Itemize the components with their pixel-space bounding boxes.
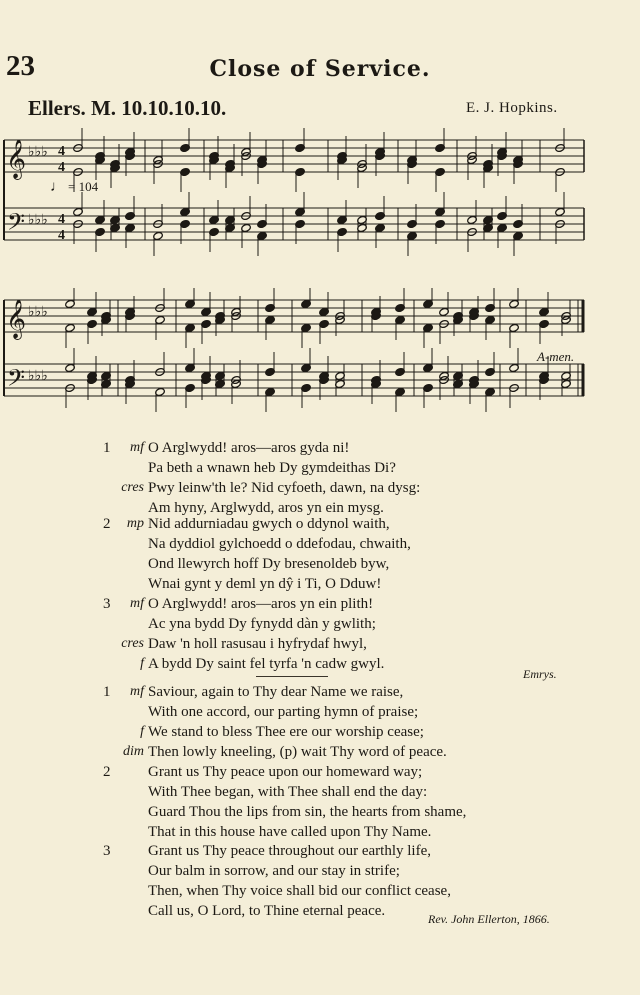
lyric-line: Am hyny, Arglwydd, aros yn ein mysg.	[148, 500, 384, 516]
english-author-credit: Rev. John Ellerton, 1866.	[428, 912, 550, 926]
dynamic-marking: cres	[121, 636, 144, 651]
amen-label: A-men.	[537, 349, 575, 364]
lyric-line: A bydd Dy saint fel tyrfa 'n cadw gwyl.	[148, 656, 385, 672]
treble-clef-icon: 𝄞	[6, 301, 27, 338]
bass-clef-icon: 𝄢	[7, 366, 26, 397]
time-signature-icon: 4	[58, 228, 65, 243]
stanza-number: 2	[103, 516, 111, 532]
notes-1	[73, 128, 566, 256]
stanza-number: 1	[103, 440, 111, 456]
lyric-line: Grant us Thy peace upon our homeward way;	[148, 764, 423, 780]
lyric-line: Call us, O Lord, to Thine eternal peace.	[148, 903, 386, 919]
lyric-line: Na dyddiol gylchoedd o ddefodau, chwaith,	[148, 536, 411, 552]
dynamic-marking: f	[140, 724, 144, 739]
lyric-line: Then lowly kneeling, (p) wait Thy word of peace.	[148, 744, 447, 760]
music-system-1	[0, 128, 640, 268]
lyric-line: Then, when Thy voice shall bid our conflict cease,	[148, 883, 451, 899]
key-flats-icon: ♭♭♭	[28, 213, 48, 228]
lyric-line: O Arglwydd! aros—aros gyda ni!	[148, 440, 350, 456]
stanza-number: 2	[103, 764, 111, 780]
time-signature-icon: 4	[58, 144, 65, 159]
lyric-line: Pa beth a wnawn heb Dy gymdeithas Di?	[148, 460, 396, 476]
time-signature-icon: 4	[58, 212, 65, 227]
lyric-line: That in this house have called upon Thy Name.	[148, 824, 432, 840]
lyric-line: O Arglwydd! aros—aros yn ein plith!	[148, 596, 374, 612]
stanza-number: 1	[103, 684, 111, 700]
key-flats-icon: ♭♭♭	[28, 145, 48, 160]
lyric-line: We stand to bless Thee ere our worship cease;	[148, 724, 424, 740]
stanza-number: 3	[103, 843, 111, 859]
dynamic-marking: dim	[123, 744, 144, 759]
tempo-mark: ♩ = 104	[50, 179, 99, 195]
dynamic-marking: mf	[130, 440, 144, 455]
dynamic-marking: mf	[130, 596, 144, 611]
key-flats-icon: ♭♭♭	[28, 305, 48, 320]
lyric-line: Saviour, again to Thy dear Name we raise,	[148, 684, 404, 700]
bass-clef-icon: 𝄢	[7, 210, 26, 241]
dynamic-marking: f	[140, 656, 144, 671]
section-title: Close of Service.	[209, 56, 431, 82]
lyric-line: Ac yna bydd Dy fynydd dàn y gwlith;	[148, 616, 376, 632]
dynamic-marking: mf	[130, 684, 144, 699]
notes-2	[65, 288, 575, 412]
final-barline	[578, 300, 583, 396]
lyric-line: Guard Thou the lips from sin, the hearts from shame,	[148, 804, 467, 820]
lyric-line: Wnai gynt y deml yn dŷ i Ti, O Dduw!	[148, 576, 382, 592]
time-signature-icon: 4	[58, 160, 65, 175]
stanza-number: 3	[103, 596, 111, 612]
bass-staff-1	[4, 208, 584, 240]
tune-name: Ellers. M. 10.10.10.10.	[28, 96, 227, 120]
dynamic-marking: mp	[126, 516, 144, 531]
dynamic-marking: cres	[121, 480, 144, 495]
composer: E. J. Hopkins.	[466, 100, 558, 116]
lyric-line: Pwy leinw'th le? Nid cyfoeth, dawn, na dysg:	[148, 480, 421, 496]
key-flats-icon: ♭♭♭	[28, 369, 48, 384]
welsh-author-credit: Emrys.	[523, 667, 557, 681]
treble-staff-1	[4, 140, 584, 172]
lyric-line: With Thee began, with Thee shall end the day:	[148, 784, 428, 800]
section-divider	[256, 676, 328, 677]
lyric-line: Our balm in sorrow, and our stay in strife;	[148, 863, 400, 879]
lyric-line: Grant us Thy peace throughout our earthly life,	[148, 843, 431, 859]
hymn-number: 23	[6, 50, 35, 82]
lyric-line: Ond llewyrch hoff Dy bresenoldeb byw,	[148, 556, 390, 572]
treble-clef-icon: 𝄞	[6, 141, 27, 178]
lyric-line: Daw 'n holl rasusau i hyfrydaf hwyl,	[148, 636, 367, 652]
lyric-line: Nid addurniadau gwych o ddynol waith,	[148, 516, 390, 532]
lyric-line: With one accord, our parting hymn of praise;	[148, 704, 419, 720]
